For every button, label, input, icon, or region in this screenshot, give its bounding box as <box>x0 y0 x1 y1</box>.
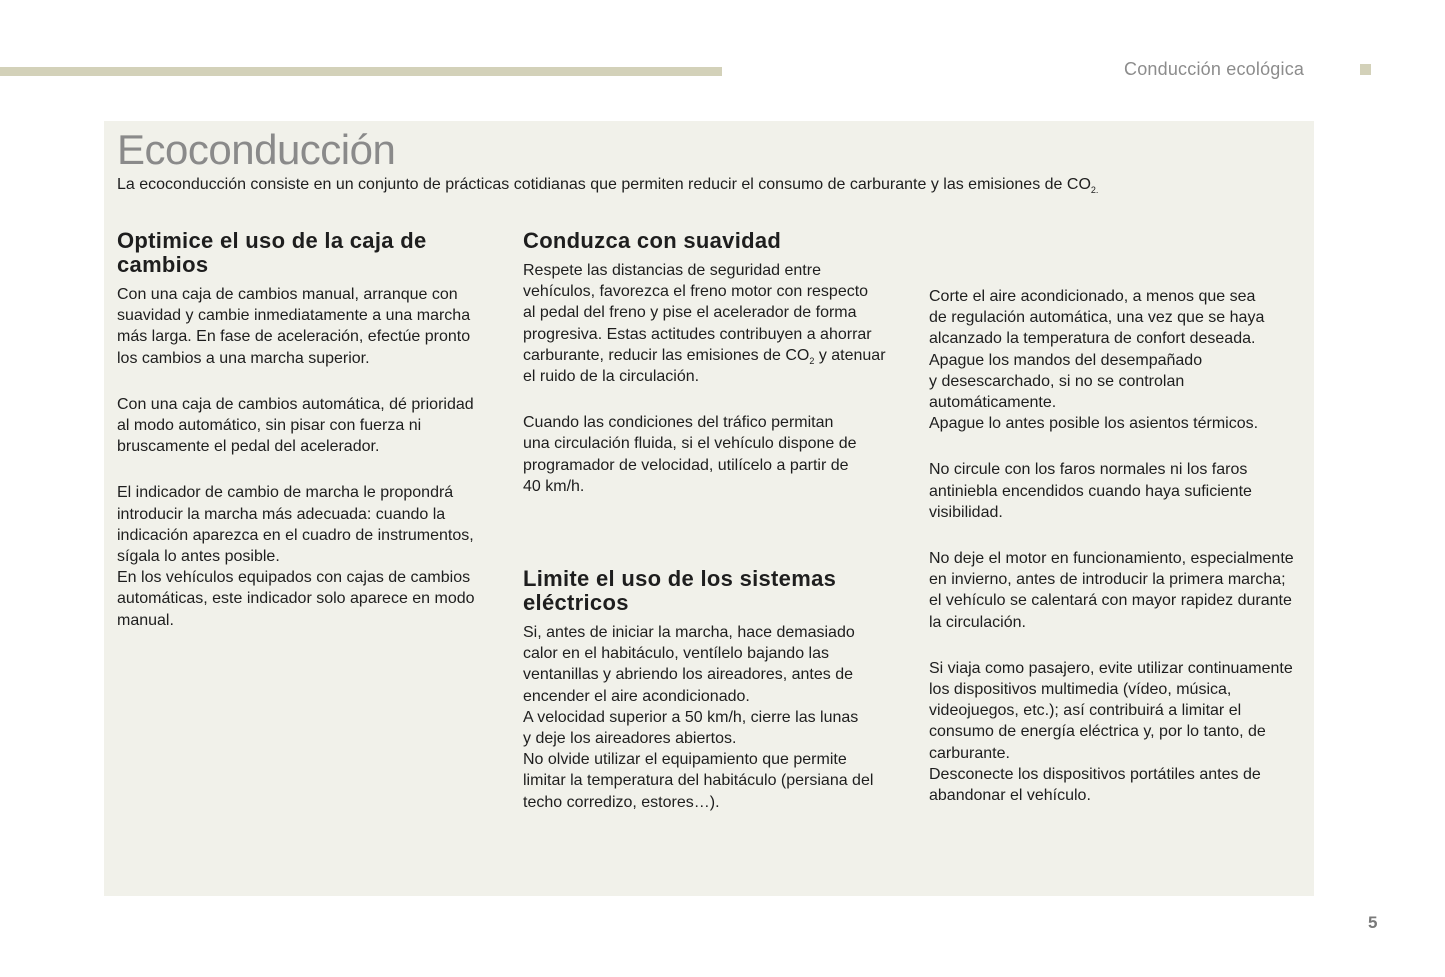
column-gearbox <box>117 229 492 631</box>
paragraph-multimedia-devices: Si viaja como pasajero, evite utilizar continuamente los dispositivos multimedia (vídeo, música, videojuegos, etc.); así contribuirá a limitar el consumo de energía eléctrica y, por lo tanto, de carburante. Desconecte los dispositivos portátiles antes de abandonar el vehículo. <box>929 659 1293 805</box>
heading-electrical-systems: Limite el uso de los sistemas eléctricos <box>523 566 837 616</box>
paragraph-headlights: No circule con los faros normales ni los faros antiniebla encendidos cuando haya suficiente visibilidad. <box>929 461 1252 521</box>
intro-paragraph <box>117 176 1098 195</box>
paragraph-cruise-control: Cuando las condiciones del tráfico permitan una circulación fluida, si el vehículo dispone de programador de velocidad, utilícelo a partir de 40 km/h. <box>523 414 857 495</box>
co2-subscript: 2 <box>809 355 815 366</box>
paragraph-ventilation: Si, antes de iniciar la marcha, hace demasiado calor en el habitáculo, ventílelo bajando las ventanillas y abriendo los aireadores, antes de encender el aire acondicionado. A velocidad superior a 50 km/h, cierre las lunas y deje los aireadores abiertos. No olvide utilizar el equipamiento que permite limitar la temperatura del habitáculo (persiana del techo corredizo, estores…). <box>523 624 874 811</box>
section-marker-square <box>1360 64 1371 75</box>
page-number: 5 <box>1368 913 1378 932</box>
paragraph-air-conditioning: Corte el aire acondicionado, a menos que sea de regulación automática, una vez que se haya alcanzado la temperatura de confort deseada. Apague los mandos del desempañado y desescarchado, si no se controlan automáticamente. Apague lo antes posible los asientos térmicos. <box>929 288 1265 433</box>
paragraph-manual-gearbox: Con una caja de cambios manual, arranque con suavidad y cambie inmediatamente a una marcha más larga. En fase de aceleración, efectúe pronto los cambios a una marcha superior. <box>117 286 471 367</box>
intro-text: La ecoconducción consiste en un conjunto de prácticas cotidianas que permiten reducir el consumo de carburante y las emisiones de CO <box>117 176 1091 193</box>
page-title: Ecoconducción <box>117 126 396 173</box>
safety-distance-text-end: y atenuar el ruido de la circulación. <box>523 346 886 386</box>
section-title: Conducción ecológica <box>1124 59 1305 79</box>
paragraph-engine-idle: No deje el motor en funcionamiento, especialmente en invierno, antes de introducir la primera marcha; el vehículo se calentará con mayor rapidez durante la circulación. <box>929 550 1294 631</box>
column-smooth-driving <box>523 229 898 813</box>
header-accent-bar <box>0 67 722 76</box>
intro-subscript: 2. <box>1090 185 1099 195</box>
safety-distance-text: Respete las distancias de seguridad entre vehículos, favorezca el freno motor con respecto al pedal del freno y pise el acelerador de forma progresiva. Estas actitudes contribuyen a ahorrar carburante, reducir las emisiones de CO <box>523 262 872 364</box>
heading-smooth-driving: Conduzca con suavidad <box>523 228 782 253</box>
column-electrical-tips <box>929 286 1304 806</box>
paragraph-automatic-gearbox: Con una caja de cambios automática, dé prioridad al modo automático, sin pisar con fuerza ni bruscamente el pedal del acelerador. <box>117 395 474 456</box>
paragraph-gear-indicator: El indicador de cambio de marcha le propondrá introducir la marcha más adecuada: cuando la indicación aparezca en el cuadro de instrumentos, sígala lo antes posible. En los vehículos equipados con cajas de cambios automáticas, este indicador solo aparece en modo manual. <box>117 484 475 629</box>
heading-gearbox: Optimice el uso de la caja de cambios <box>117 228 427 277</box>
paragraph-safety-distance <box>523 260 898 387</box>
